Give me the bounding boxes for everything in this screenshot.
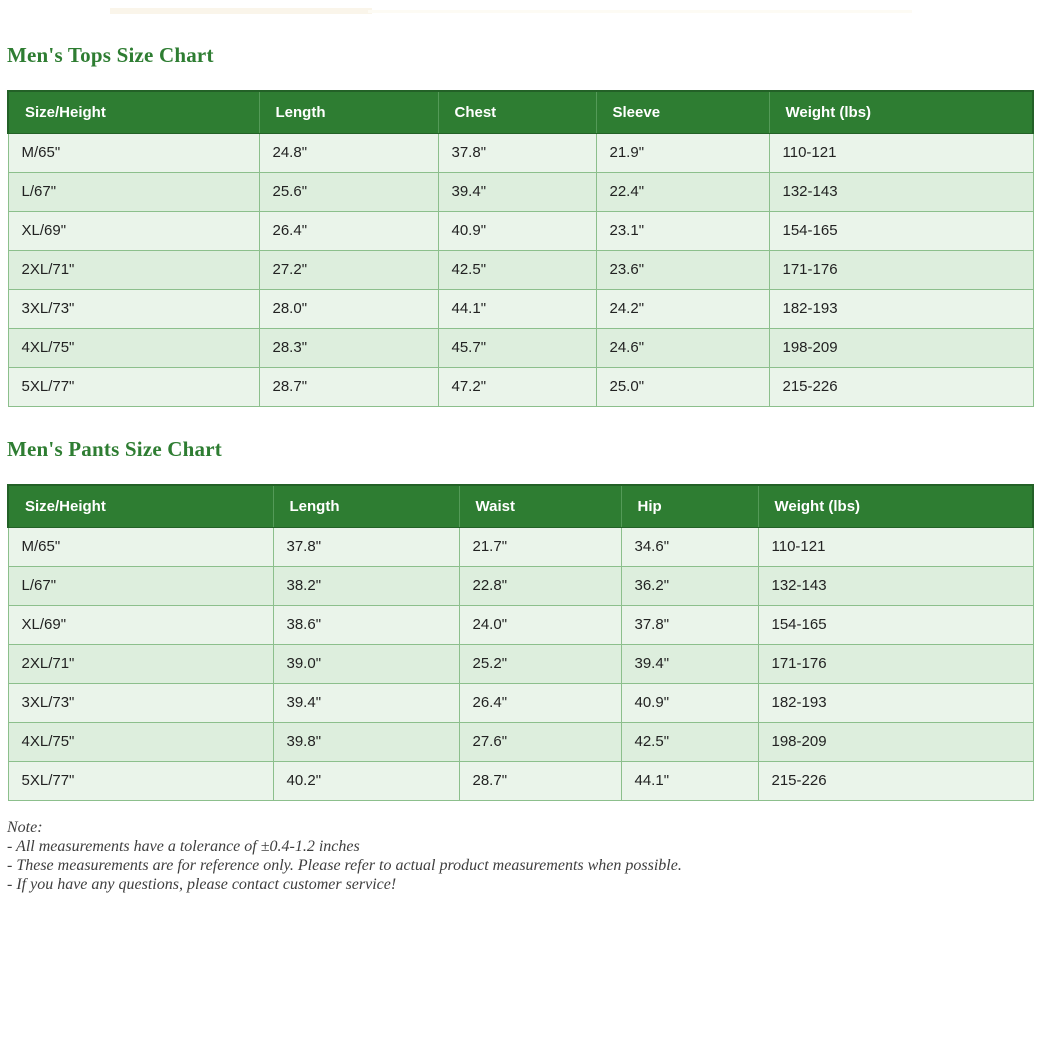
table-cell: 25.2" <box>459 644 621 683</box>
table-row <box>8 172 1033 211</box>
table-cell: 26.4" <box>459 683 621 722</box>
note-line: - These measurements are for reference only. Please refer to actual product measurements when possible. <box>7 857 682 874</box>
table-cell: 154-165 <box>769 211 1033 250</box>
table-cell: XL/69" <box>8 605 273 644</box>
tops-size-table <box>7 90 1034 407</box>
pants-size-table <box>7 484 1034 801</box>
table-cell: 40.2" <box>273 761 459 800</box>
table-row <box>8 250 1033 289</box>
table-row <box>8 644 1033 683</box>
table-cell: 37.8" <box>438 133 596 172</box>
table-cell: 34.6" <box>621 527 758 566</box>
table-cell: 39.4" <box>621 644 758 683</box>
table-cell: 24.0" <box>459 605 621 644</box>
table-cell: 44.1" <box>621 761 758 800</box>
table-cell: 182-193 <box>758 683 1033 722</box>
table-cell: 4XL/75" <box>8 722 273 761</box>
tops-table-header <box>8 91 1033 133</box>
column-header: Weight (lbs) <box>769 91 1033 133</box>
table-cell: 171-176 <box>758 644 1033 683</box>
table-cell: 36.2" <box>621 566 758 605</box>
table-row <box>8 761 1033 800</box>
table-cell: 215-226 <box>758 761 1033 800</box>
column-header: Weight (lbs) <box>758 485 1033 527</box>
table-cell: 25.0" <box>596 367 769 406</box>
table-cell: 42.5" <box>438 250 596 289</box>
column-header: Waist <box>459 485 621 527</box>
column-header: Hip <box>621 485 758 527</box>
note-line: - All measurements have a tolerance of ±0.4-1.2 inches <box>7 838 360 855</box>
table-row <box>8 133 1033 172</box>
table-cell: 21.9" <box>596 133 769 172</box>
table-cell: 39.0" <box>273 644 459 683</box>
tops-chart-title: Men's Tops Size Chart <box>7 43 214 67</box>
table-cell: L/67" <box>8 172 259 211</box>
table-cell: 27.6" <box>459 722 621 761</box>
table-cell: 110-121 <box>769 133 1033 172</box>
column-header: Size/Height <box>8 91 259 133</box>
table-cell: 198-209 <box>769 328 1033 367</box>
table-cell: 26.4" <box>259 211 438 250</box>
table-row <box>8 683 1033 722</box>
table-cell: 22.8" <box>459 566 621 605</box>
page-top-image-edge-artifact <box>368 10 912 13</box>
table-cell: 42.5" <box>621 722 758 761</box>
table-cell: 198-209 <box>758 722 1033 761</box>
table-cell: 28.7" <box>459 761 621 800</box>
table-cell: 47.2" <box>438 367 596 406</box>
table-row <box>8 722 1033 761</box>
table-row <box>8 566 1033 605</box>
table-cell: 37.8" <box>273 527 459 566</box>
table-cell: 44.1" <box>438 289 596 328</box>
table-cell: 28.0" <box>259 289 438 328</box>
column-header: Length <box>273 485 459 527</box>
table-cell: 132-143 <box>769 172 1033 211</box>
table-cell: 24.6" <box>596 328 769 367</box>
table-cell: 40.9" <box>438 211 596 250</box>
table-cell: 39.8" <box>273 722 459 761</box>
column-header: Sleeve <box>596 91 769 133</box>
table-row <box>8 328 1033 367</box>
table-cell: 39.4" <box>273 683 459 722</box>
page-top-image-edge-artifact <box>110 8 372 14</box>
table-cell: 2XL/71" <box>8 644 273 683</box>
table-row <box>8 211 1033 250</box>
table-cell: 5XL/77" <box>8 367 259 406</box>
table-cell: 22.4" <box>596 172 769 211</box>
table-cell: 28.7" <box>259 367 438 406</box>
table-cell: 40.9" <box>621 683 758 722</box>
table-row <box>8 289 1033 328</box>
tops-table-body <box>8 133 1033 406</box>
column-header: Chest <box>438 91 596 133</box>
table-cell: 38.6" <box>273 605 459 644</box>
table-cell: 182-193 <box>769 289 1033 328</box>
table-cell: 37.8" <box>621 605 758 644</box>
header-row <box>8 485 1033 527</box>
table-cell: 171-176 <box>769 250 1033 289</box>
column-header: Size/Height <box>8 485 273 527</box>
table-cell: 24.8" <box>259 133 438 172</box>
table-cell: 27.2" <box>259 250 438 289</box>
table-cell: 154-165 <box>758 605 1033 644</box>
table-cell: 25.6" <box>259 172 438 211</box>
table-cell: 39.4" <box>438 172 596 211</box>
table-cell: 215-226 <box>769 367 1033 406</box>
table-cell: 132-143 <box>758 566 1033 605</box>
pants-chart-title: Men's Pants Size Chart <box>7 437 222 461</box>
table-cell: 38.2" <box>273 566 459 605</box>
notes-heading: Note: <box>7 819 43 836</box>
table-cell: XL/69" <box>8 211 259 250</box>
table-row <box>8 367 1033 406</box>
table-cell: 110-121 <box>758 527 1033 566</box>
table-cell: 5XL/77" <box>8 761 273 800</box>
table-cell: M/65" <box>8 133 259 172</box>
table-cell: 3XL/73" <box>8 683 273 722</box>
pants-table-body <box>8 527 1033 800</box>
table-cell: M/65" <box>8 527 273 566</box>
table-cell: 23.6" <box>596 250 769 289</box>
table-cell: L/67" <box>8 566 273 605</box>
column-header: Length <box>259 91 438 133</box>
table-cell: 28.3" <box>259 328 438 367</box>
table-cell: 3XL/73" <box>8 289 259 328</box>
table-cell: 21.7" <box>459 527 621 566</box>
table-cell: 23.1" <box>596 211 769 250</box>
header-row <box>8 91 1033 133</box>
table-row <box>8 527 1033 566</box>
notes-section <box>7 818 682 894</box>
pants-table-header <box>8 485 1033 527</box>
table-row <box>8 605 1033 644</box>
table-cell: 24.2" <box>596 289 769 328</box>
table-cell: 2XL/71" <box>8 250 259 289</box>
note-line: - If you have any questions, please contact customer service! <box>7 876 397 893</box>
table-cell: 4XL/75" <box>8 328 259 367</box>
table-cell: 45.7" <box>438 328 596 367</box>
